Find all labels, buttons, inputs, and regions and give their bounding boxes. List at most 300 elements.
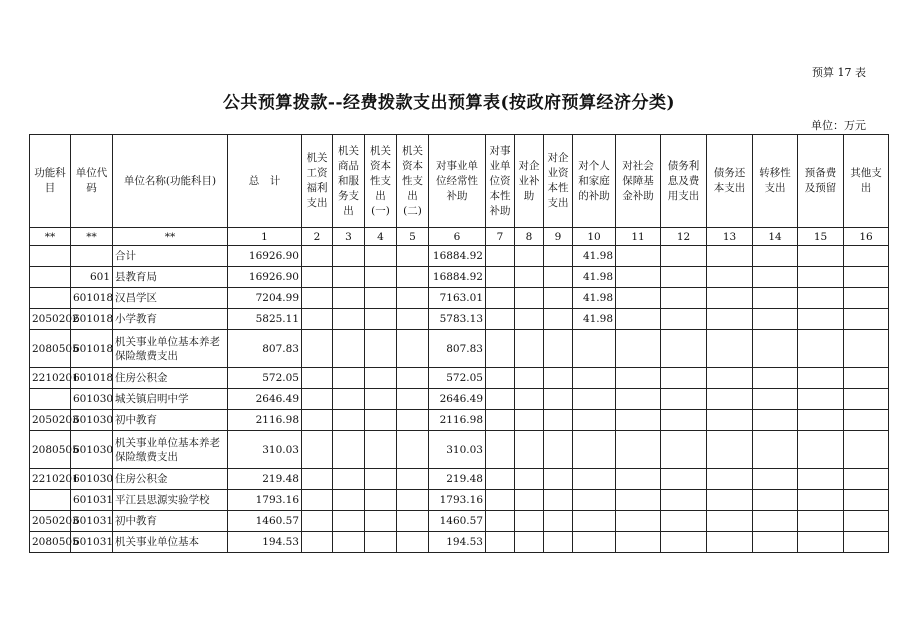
empty-cell [844,389,889,410]
empty-cell [486,389,515,410]
empty-cell [515,469,544,490]
empty-cell [302,532,333,553]
empty-cell [486,469,515,490]
empty-cell [365,431,397,469]
empty-cell [333,288,365,309]
empty-cell [486,532,515,553]
empty-cell [707,490,753,511]
empty-cell [798,511,844,532]
household-subsidy-cell [573,511,616,532]
empty-cell [753,267,798,288]
empty-cell [753,309,798,330]
empty-cell [486,511,515,532]
empty-cell [515,431,544,469]
header-cell: 功能科目 [30,135,71,228]
empty-cell [302,431,333,469]
empty-cell [798,267,844,288]
index-cell: 3 [333,228,365,246]
total-cell: 310.03 [228,431,302,469]
empty-cell [844,511,889,532]
empty-cell [707,309,753,330]
empty-cell [365,532,397,553]
empty-cell [515,330,544,368]
empty-cell [616,469,661,490]
empty-cell [844,532,889,553]
household-subsidy-cell [573,330,616,368]
unit-code-cell: 601030 [71,389,113,410]
empty-cell [486,330,515,368]
empty-cell [302,469,333,490]
header-cell: 对个人和家庭的补助 [573,135,616,228]
empty-cell [753,368,798,389]
empty-cell [661,368,707,389]
header-cell: 机关商品和服务支出 [333,135,365,228]
header-cell: 总 计 [228,135,302,228]
public-institution-subsidy-cell: 310.03 [429,431,486,469]
empty-cell [486,246,515,267]
empty-cell [397,288,429,309]
public-institution-subsidy-cell: 16884.92 [429,267,486,288]
empty-cell [753,330,798,368]
empty-cell [544,288,573,309]
index-cell: 1 [228,228,302,246]
unit-label: 单位：万元 [811,119,866,132]
index-cell: 7 [486,228,515,246]
empty-cell [333,469,365,490]
empty-cell [365,267,397,288]
empty-cell [515,532,544,553]
unit-name-cell: 住房公积金 [113,469,228,490]
table-row [30,288,889,309]
index-cell: 4 [365,228,397,246]
empty-cell [333,330,365,368]
empty-cell [486,288,515,309]
empty-cell [302,490,333,511]
empty-cell [844,309,889,330]
empty-cell [616,246,661,267]
index-cell: 5 [397,228,429,246]
empty-cell [486,267,515,288]
empty-cell [544,490,573,511]
header-cell: 机关工资福利支出 [302,135,333,228]
empty-cell [486,431,515,469]
household-subsidy-cell [573,532,616,553]
unit-code-cell: 601 [71,267,113,288]
header-cell: 债务利息及费用支出 [661,135,707,228]
empty-cell [661,511,707,532]
empty-cell [616,431,661,469]
empty-cell [844,410,889,431]
empty-cell [302,309,333,330]
total-cell: 2646.49 [228,389,302,410]
empty-cell [753,288,798,309]
empty-cell [661,410,707,431]
empty-cell [616,532,661,553]
empty-cell [397,490,429,511]
empty-cell [333,410,365,431]
index-cell: 8 [515,228,544,246]
household-subsidy-cell: 41.98 [573,246,616,267]
empty-cell [616,490,661,511]
empty-cell [798,469,844,490]
empty-cell [333,368,365,389]
empty-cell [397,267,429,288]
empty-cell [753,532,798,553]
total-cell: 219.48 [228,469,302,490]
empty-cell [333,309,365,330]
index-row [30,228,889,246]
empty-cell [365,246,397,267]
index-cell: 14 [753,228,798,246]
public-institution-subsidy-cell: 572.05 [429,368,486,389]
table-row [30,532,889,553]
unit-name-cell: 合计 [113,246,228,267]
index-cell: 9 [544,228,573,246]
empty-cell [515,511,544,532]
household-subsidy-cell [573,431,616,469]
public-institution-subsidy-cell: 2646.49 [429,389,486,410]
unit-name-cell: 城关镇启明中学 [113,389,228,410]
func-code-cell: 2080505 [30,532,71,553]
empty-cell [397,410,429,431]
header-cell: 机关资本性支出(一) [365,135,397,228]
index-cell: ** [30,228,71,246]
empty-cell [486,368,515,389]
empty-cell [365,389,397,410]
household-subsidy-cell [573,410,616,431]
unit-code-cell: 601018 [71,309,113,330]
empty-cell [515,389,544,410]
index-cell: 11 [616,228,661,246]
func-code-cell: 2050203 [30,511,71,532]
unit-code-cell: 601030 [71,469,113,490]
table-row [30,330,889,368]
empty-cell [397,368,429,389]
unit-name-cell: 平江县思源实验学校 [113,490,228,511]
unit-name-cell: 机关事业单位基本养老保险缴费支出 [113,431,228,469]
empty-cell [753,246,798,267]
index-cell: 6 [429,228,486,246]
func-code-cell: 2050202 [30,309,71,330]
empty-cell [753,410,798,431]
empty-cell [486,309,515,330]
unit-name-cell: 机关事业单位基本 [113,532,228,553]
empty-cell [844,330,889,368]
table-row [30,490,889,511]
empty-cell [544,330,573,368]
empty-cell [844,267,889,288]
empty-cell [302,246,333,267]
header-cell: 预备费及预留 [798,135,844,228]
empty-cell [397,389,429,410]
total-cell: 2116.98 [228,410,302,431]
public-institution-subsidy-cell: 1793.16 [429,490,486,511]
empty-cell [798,410,844,431]
empty-cell [707,532,753,553]
total-cell: 1793.16 [228,490,302,511]
unit-code-cell: 601018 [71,368,113,389]
page-title: 公共预算拨款--经费拨款支出预算表(按政府预算经济分类) [222,93,676,113]
unit-code-cell: 601031 [71,532,113,553]
empty-cell [333,511,365,532]
empty-cell [397,309,429,330]
table-row [30,368,889,389]
empty-cell [302,330,333,368]
table-row [30,389,889,410]
empty-cell [661,389,707,410]
header-cell: 单位代码 [71,135,113,228]
empty-cell [397,532,429,553]
func-code-cell: 2210201 [30,368,71,389]
table-row [30,431,889,469]
empty-cell [302,410,333,431]
func-code-cell [30,490,71,511]
index-cell: ** [71,228,113,246]
unit-name-cell: 小学教育 [113,309,228,330]
empty-cell [544,469,573,490]
empty-cell [515,309,544,330]
household-subsidy-cell: 41.98 [573,288,616,309]
func-code-cell [30,246,71,267]
empty-cell [616,389,661,410]
header-cell: 单位名称(功能科目) [113,135,228,228]
empty-cell [661,532,707,553]
unit-code-cell: 601030 [71,431,113,469]
empty-cell [365,288,397,309]
unit-code-cell: 601030 [71,410,113,431]
household-subsidy-cell: 41.98 [573,309,616,330]
public-institution-subsidy-cell: 219.48 [429,469,486,490]
empty-cell [844,490,889,511]
public-institution-subsidy-cell: 194.53 [429,532,486,553]
empty-cell [616,368,661,389]
empty-cell [365,490,397,511]
table-row [30,511,889,532]
total-cell: 572.05 [228,368,302,389]
header-cell: 对企业补助 [515,135,544,228]
unit-code-cell: 601018 [71,330,113,368]
unit-name-cell: 县教育局 [113,267,228,288]
empty-cell [515,410,544,431]
empty-cell [365,511,397,532]
empty-cell [661,309,707,330]
empty-cell [515,288,544,309]
public-institution-subsidy-cell: 807.83 [429,330,486,368]
empty-cell [544,246,573,267]
empty-cell [515,267,544,288]
empty-cell [798,389,844,410]
empty-cell [302,368,333,389]
table-row [30,469,889,490]
empty-cell [798,246,844,267]
empty-cell [616,309,661,330]
header-cell: 对社会保障基金补助 [616,135,661,228]
empty-cell [844,469,889,490]
empty-cell [707,288,753,309]
func-code-cell [30,389,71,410]
empty-cell [302,267,333,288]
empty-cell [753,431,798,469]
empty-cell [302,288,333,309]
empty-cell [365,469,397,490]
empty-cell [544,309,573,330]
empty-cell [707,368,753,389]
unit-name-cell: 初中教育 [113,410,228,431]
empty-cell [844,431,889,469]
empty-cell [844,246,889,267]
func-code-cell [30,267,71,288]
household-subsidy-cell [573,490,616,511]
empty-cell [798,490,844,511]
public-institution-subsidy-cell: 7163.01 [429,288,486,309]
public-institution-subsidy-cell: 16884.92 [429,246,486,267]
empty-cell [544,532,573,553]
empty-cell [753,469,798,490]
empty-cell [544,431,573,469]
empty-cell [616,330,661,368]
empty-cell [515,368,544,389]
index-cell: 16 [844,228,889,246]
table-row [30,309,889,330]
empty-cell [333,389,365,410]
header-row [30,135,889,228]
table-row [30,267,889,288]
empty-cell [616,267,661,288]
header-cell: 其他支出 [844,135,889,228]
empty-cell [333,490,365,511]
unit-code-cell [71,246,113,267]
empty-cell [844,288,889,309]
empty-cell [661,267,707,288]
empty-cell [707,511,753,532]
empty-cell [544,511,573,532]
empty-cell [544,267,573,288]
empty-cell [661,288,707,309]
empty-cell [616,288,661,309]
header-cell: 债务还本支出 [707,135,753,228]
empty-cell [515,246,544,267]
empty-cell [365,330,397,368]
empty-cell [661,431,707,469]
empty-cell [397,511,429,532]
empty-cell [365,410,397,431]
table-row [30,246,889,267]
empty-cell [486,410,515,431]
empty-cell [544,368,573,389]
empty-cell [753,511,798,532]
empty-cell [397,246,429,267]
empty-cell [616,410,661,431]
header-cell: 机关资本性支出(二) [397,135,429,228]
func-code-cell: 2210201 [30,469,71,490]
func-code-cell: 2050203 [30,410,71,431]
empty-cell [333,246,365,267]
empty-cell [798,431,844,469]
empty-cell [365,368,397,389]
empty-cell [397,431,429,469]
unit-code-cell: 601018 [71,288,113,309]
household-subsidy-cell [573,469,616,490]
unit-name-cell: 住房公积金 [113,368,228,389]
index-cell: ** [113,228,228,246]
empty-cell [333,431,365,469]
unit-name-cell: 汉昌学区 [113,288,228,309]
header-cell: 对企业资本性支出 [544,135,573,228]
empty-cell [302,511,333,532]
empty-cell [844,368,889,389]
func-code-cell [30,288,71,309]
total-cell: 7204.99 [228,288,302,309]
empty-cell [302,389,333,410]
empty-cell [753,490,798,511]
empty-cell [798,330,844,368]
empty-cell [798,288,844,309]
total-cell: 16926.90 [228,246,302,267]
index-cell: 13 [707,228,753,246]
empty-cell [661,330,707,368]
func-code-cell: 2080505 [30,330,71,368]
empty-cell [661,469,707,490]
table-number: 预算 17 表 [812,66,866,79]
empty-cell [616,511,661,532]
unit-name-cell: 机关事业单位基本养老保险缴费支出 [113,330,228,368]
empty-cell [707,431,753,469]
empty-cell [707,246,753,267]
public-institution-subsidy-cell: 5783.13 [429,309,486,330]
empty-cell [661,246,707,267]
header-cell: 转移性支出 [753,135,798,228]
unit-code-cell: 601031 [71,490,113,511]
empty-cell [707,267,753,288]
total-cell: 16926.90 [228,267,302,288]
header-cell: 对事业单位经常性补助 [429,135,486,228]
total-cell: 807.83 [228,330,302,368]
public-institution-subsidy-cell: 2116.98 [429,410,486,431]
household-subsidy-cell [573,389,616,410]
index-cell: 12 [661,228,707,246]
empty-cell [707,469,753,490]
index-cell: 2 [302,228,333,246]
func-code-cell: 2080505 [30,431,71,469]
empty-cell [515,490,544,511]
empty-cell [544,389,573,410]
empty-cell [333,532,365,553]
unit-code-cell: 601031 [71,511,113,532]
empty-cell [333,267,365,288]
total-cell: 1460.57 [228,511,302,532]
empty-cell [661,490,707,511]
empty-cell [707,410,753,431]
header-cell: 对事业单位资本性补助 [486,135,515,228]
empty-cell [365,309,397,330]
index-cell: 10 [573,228,616,246]
household-subsidy-cell [573,368,616,389]
empty-cell [798,532,844,553]
table-row [30,410,889,431]
empty-cell [707,389,753,410]
empty-cell [753,389,798,410]
empty-cell [397,469,429,490]
total-cell: 194.53 [228,532,302,553]
public-institution-subsidy-cell: 1460.57 [429,511,486,532]
empty-cell [486,490,515,511]
unit-name-cell: 初中教育 [113,511,228,532]
empty-cell [707,330,753,368]
budget-table [29,134,889,553]
index-cell: 15 [798,228,844,246]
household-subsidy-cell: 41.98 [573,267,616,288]
empty-cell [397,330,429,368]
